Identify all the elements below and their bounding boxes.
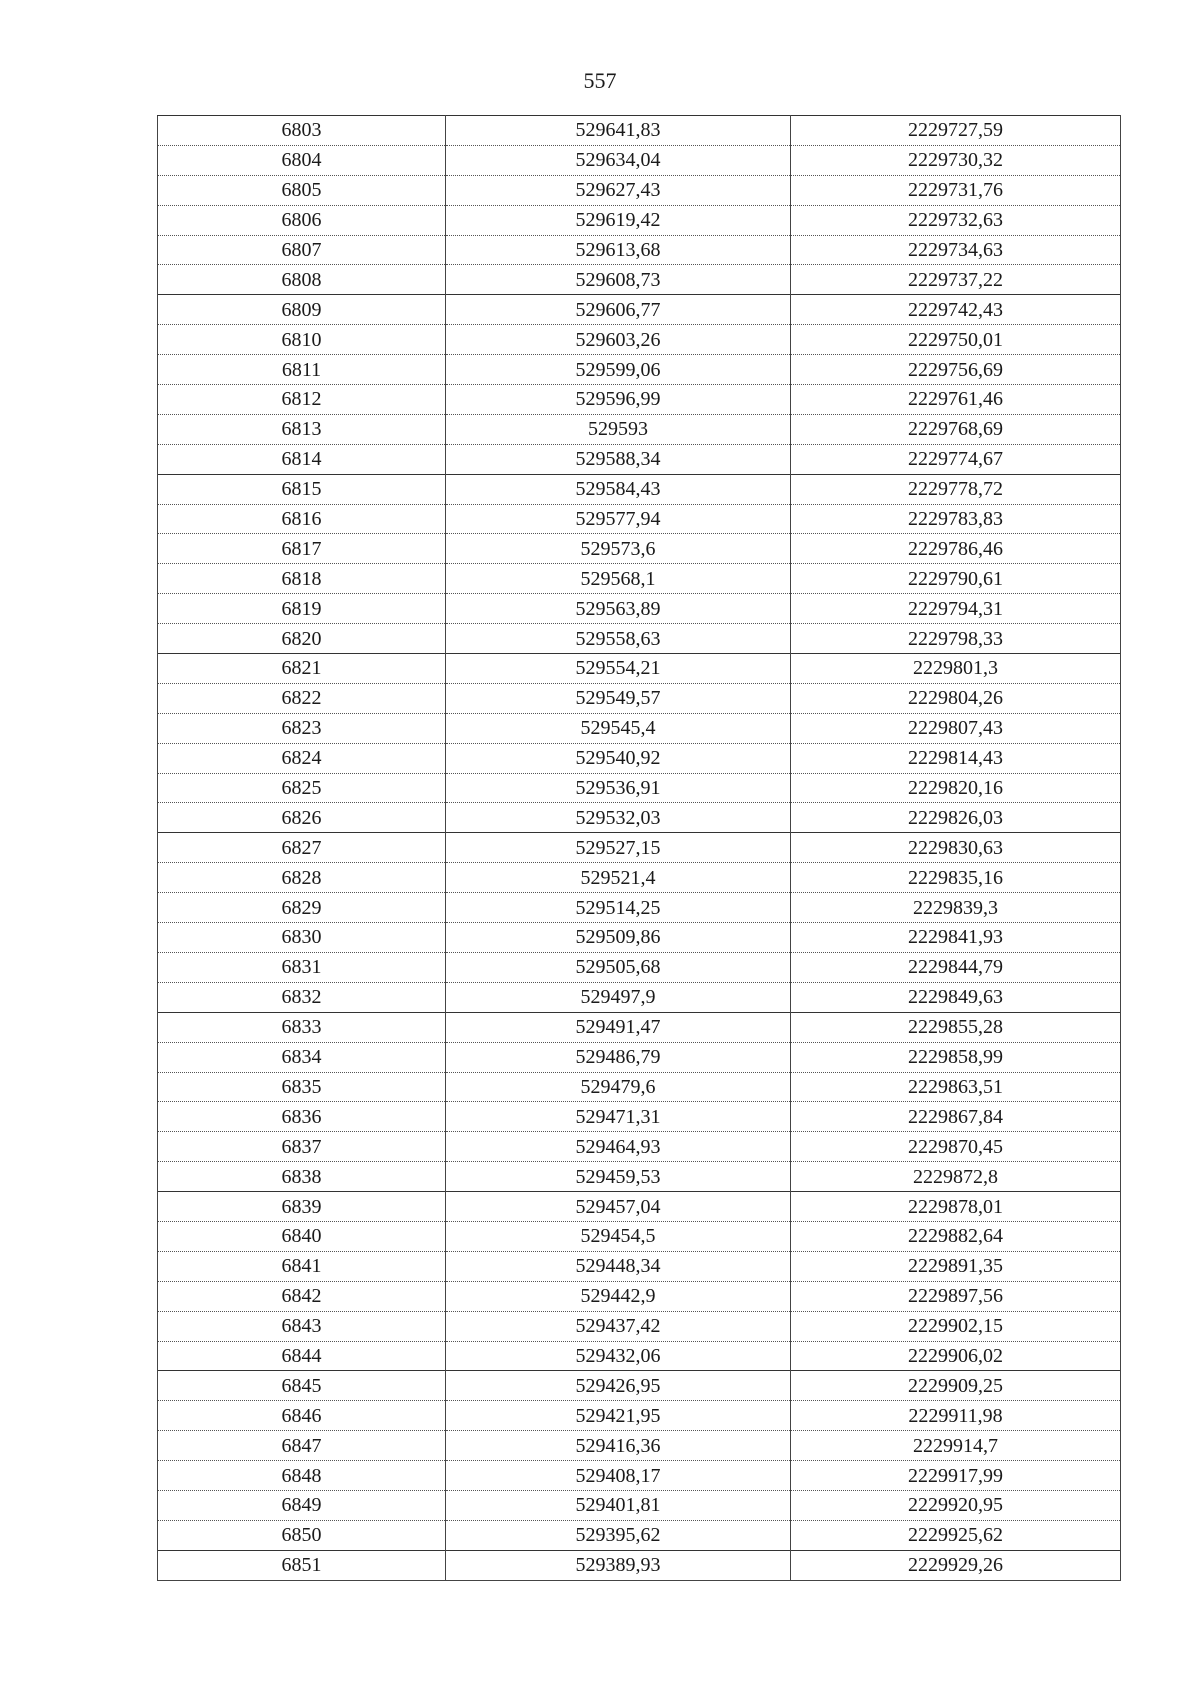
table-row xyxy=(158,474,1121,504)
point-number-cell: 6831 xyxy=(158,952,446,982)
y-coordinate-cell: 2229798,33 xyxy=(791,624,1121,654)
point-number-cell: 6813 xyxy=(158,414,446,444)
table-row xyxy=(158,1431,1121,1461)
table-row xyxy=(158,893,1121,923)
x-coordinate-cell: 529577,94 xyxy=(446,504,791,534)
table-row xyxy=(158,1401,1121,1431)
y-coordinate-cell: 2229774,67 xyxy=(791,444,1121,474)
x-coordinate-cell: 529491,47 xyxy=(446,1012,791,1042)
table-row xyxy=(158,205,1121,235)
table-row xyxy=(158,1162,1121,1192)
table-row xyxy=(158,295,1121,325)
y-coordinate-cell: 2229835,16 xyxy=(791,863,1121,893)
x-coordinate-cell: 529421,95 xyxy=(446,1401,791,1431)
y-coordinate-cell: 2229737,22 xyxy=(791,265,1121,295)
y-coordinate-cell: 2229855,28 xyxy=(791,1012,1121,1042)
x-coordinate-cell: 529389,93 xyxy=(446,1550,791,1580)
table-row xyxy=(158,1490,1121,1520)
table-row xyxy=(158,803,1121,833)
y-coordinate-cell: 2229730,32 xyxy=(791,145,1121,175)
point-number-cell: 6843 xyxy=(158,1311,446,1341)
x-coordinate-cell: 529588,34 xyxy=(446,444,791,474)
x-coordinate-cell: 529603,26 xyxy=(446,325,791,355)
table-row xyxy=(158,385,1121,415)
point-number-cell: 6804 xyxy=(158,145,446,175)
point-number-cell: 6806 xyxy=(158,205,446,235)
point-number-cell: 6809 xyxy=(158,295,446,325)
x-coordinate-cell: 529584,43 xyxy=(446,474,791,504)
y-coordinate-cell: 2229830,63 xyxy=(791,833,1121,863)
x-coordinate-cell: 529540,92 xyxy=(446,743,791,773)
x-coordinate-cell: 529464,93 xyxy=(446,1132,791,1162)
table-row xyxy=(158,1251,1121,1281)
x-coordinate-cell: 529558,63 xyxy=(446,624,791,654)
y-coordinate-cell: 2229902,15 xyxy=(791,1311,1121,1341)
point-number-cell: 6851 xyxy=(158,1550,446,1580)
point-number-cell: 6848 xyxy=(158,1461,446,1491)
y-coordinate-cell: 2229839,3 xyxy=(791,893,1121,923)
y-coordinate-cell: 2229731,76 xyxy=(791,175,1121,205)
point-number-cell: 6819 xyxy=(158,594,446,624)
x-coordinate-cell: 529505,68 xyxy=(446,952,791,982)
x-coordinate-cell: 529554,21 xyxy=(446,654,791,684)
table-row xyxy=(158,1461,1121,1491)
y-coordinate-cell: 2229867,84 xyxy=(791,1102,1121,1132)
table-row xyxy=(158,504,1121,534)
y-coordinate-cell: 2229768,69 xyxy=(791,414,1121,444)
table-row xyxy=(158,1371,1121,1401)
table-row xyxy=(158,654,1121,684)
x-coordinate-cell: 529395,62 xyxy=(446,1520,791,1550)
x-coordinate-cell: 529479,6 xyxy=(446,1072,791,1102)
x-coordinate-cell: 529459,53 xyxy=(446,1162,791,1192)
table-row xyxy=(158,713,1121,743)
point-number-cell: 6833 xyxy=(158,1012,446,1042)
x-coordinate-cell: 529593 xyxy=(446,414,791,444)
y-coordinate-cell: 2229849,63 xyxy=(791,982,1121,1012)
table-row xyxy=(158,145,1121,175)
table-row xyxy=(158,444,1121,474)
y-coordinate-cell: 2229814,43 xyxy=(791,743,1121,773)
point-number-cell: 6811 xyxy=(158,355,446,385)
y-coordinate-cell: 2229858,99 xyxy=(791,1042,1121,1072)
table-row xyxy=(158,1311,1121,1341)
point-number-cell: 6814 xyxy=(158,444,446,474)
point-number-cell: 6832 xyxy=(158,982,446,1012)
y-coordinate-cell: 2229786,46 xyxy=(791,534,1121,564)
y-coordinate-cell: 2229790,61 xyxy=(791,564,1121,594)
x-coordinate-cell: 529573,6 xyxy=(446,534,791,564)
point-number-cell: 6820 xyxy=(158,624,446,654)
x-coordinate-cell: 529509,86 xyxy=(446,923,791,953)
y-coordinate-cell: 2229734,63 xyxy=(791,235,1121,265)
table-row xyxy=(158,1520,1121,1550)
table-row xyxy=(158,952,1121,982)
point-number-cell: 6827 xyxy=(158,833,446,863)
x-coordinate-cell: 529549,57 xyxy=(446,683,791,713)
y-coordinate-cell: 2229891,35 xyxy=(791,1251,1121,1281)
y-coordinate-cell: 2229872,8 xyxy=(791,1162,1121,1192)
point-number-cell: 6830 xyxy=(158,923,446,953)
point-number-cell: 6834 xyxy=(158,1042,446,1072)
table-row xyxy=(158,594,1121,624)
x-coordinate-cell: 529563,89 xyxy=(446,594,791,624)
x-coordinate-cell: 529514,25 xyxy=(446,893,791,923)
y-coordinate-cell: 2229920,95 xyxy=(791,1490,1121,1520)
point-number-cell: 6849 xyxy=(158,1490,446,1520)
y-coordinate-cell: 2229807,43 xyxy=(791,713,1121,743)
x-coordinate-cell: 529627,43 xyxy=(446,175,791,205)
y-coordinate-cell: 2229914,7 xyxy=(791,1431,1121,1461)
y-coordinate-cell: 2229778,72 xyxy=(791,474,1121,504)
point-number-cell: 6835 xyxy=(158,1072,446,1102)
point-number-cell: 6844 xyxy=(158,1341,446,1371)
point-number-cell: 6812 xyxy=(158,385,446,415)
x-coordinate-cell: 529545,4 xyxy=(446,713,791,743)
y-coordinate-cell: 2229742,43 xyxy=(791,295,1121,325)
y-coordinate-cell: 2229863,51 xyxy=(791,1072,1121,1102)
x-coordinate-cell: 529426,95 xyxy=(446,1371,791,1401)
table-row xyxy=(158,1550,1121,1580)
y-coordinate-cell: 2229882,64 xyxy=(791,1221,1121,1251)
coordinates-table xyxy=(157,115,1121,1581)
y-coordinate-cell: 2229929,26 xyxy=(791,1550,1121,1580)
y-coordinate-cell: 2229917,99 xyxy=(791,1461,1121,1491)
point-number-cell: 6840 xyxy=(158,1221,446,1251)
point-number-cell: 6823 xyxy=(158,713,446,743)
y-coordinate-cell: 2229794,31 xyxy=(791,594,1121,624)
point-number-cell: 6836 xyxy=(158,1102,446,1132)
table-row xyxy=(158,325,1121,355)
table-row xyxy=(158,534,1121,564)
table-row xyxy=(158,1281,1121,1311)
table-row xyxy=(158,1012,1121,1042)
y-coordinate-cell: 2229870,45 xyxy=(791,1132,1121,1162)
y-coordinate-cell: 2229909,25 xyxy=(791,1371,1121,1401)
y-coordinate-cell: 2229732,63 xyxy=(791,205,1121,235)
x-coordinate-cell: 529613,68 xyxy=(446,235,791,265)
x-coordinate-cell: 529448,34 xyxy=(446,1251,791,1281)
table-row xyxy=(158,564,1121,594)
y-coordinate-cell: 2229841,93 xyxy=(791,923,1121,953)
x-coordinate-cell: 529432,06 xyxy=(446,1341,791,1371)
point-number-cell: 6808 xyxy=(158,265,446,295)
y-coordinate-cell: 2229897,56 xyxy=(791,1281,1121,1311)
x-coordinate-cell: 529606,77 xyxy=(446,295,791,325)
x-coordinate-cell: 529401,81 xyxy=(446,1490,791,1520)
point-number-cell: 6822 xyxy=(158,683,446,713)
x-coordinate-cell: 529454,5 xyxy=(446,1221,791,1251)
x-coordinate-cell: 529497,9 xyxy=(446,982,791,1012)
x-coordinate-cell: 529521,4 xyxy=(446,863,791,893)
table-row xyxy=(158,1042,1121,1072)
point-number-cell: 6818 xyxy=(158,564,446,594)
x-coordinate-cell: 529599,06 xyxy=(446,355,791,385)
point-number-cell: 6828 xyxy=(158,863,446,893)
point-number-cell: 6837 xyxy=(158,1132,446,1162)
table-row xyxy=(158,265,1121,295)
point-number-cell: 6815 xyxy=(158,474,446,504)
point-number-cell: 6805 xyxy=(158,175,446,205)
point-number-cell: 6846 xyxy=(158,1401,446,1431)
y-coordinate-cell: 2229761,46 xyxy=(791,385,1121,415)
table-row xyxy=(158,773,1121,803)
table-row xyxy=(158,863,1121,893)
page-number: 557 xyxy=(583,68,617,93)
point-number-cell: 6817 xyxy=(158,534,446,564)
x-coordinate-cell: 529608,73 xyxy=(446,265,791,295)
table-row xyxy=(158,1192,1121,1222)
y-coordinate-cell: 2229820,16 xyxy=(791,773,1121,803)
point-number-cell: 6825 xyxy=(158,773,446,803)
table-row xyxy=(158,1132,1121,1162)
point-number-cell: 6826 xyxy=(158,803,446,833)
y-coordinate-cell: 2229783,83 xyxy=(791,504,1121,534)
x-coordinate-cell: 529532,03 xyxy=(446,803,791,833)
x-coordinate-cell: 529486,79 xyxy=(446,1042,791,1072)
point-number-cell: 6845 xyxy=(158,1371,446,1401)
table-row xyxy=(158,982,1121,1012)
y-coordinate-cell: 2229804,26 xyxy=(791,683,1121,713)
point-number-cell: 6829 xyxy=(158,893,446,923)
point-number-cell: 6839 xyxy=(158,1192,446,1222)
y-coordinate-cell: 2229826,03 xyxy=(791,803,1121,833)
y-coordinate-cell: 2229727,59 xyxy=(791,116,1121,146)
point-number-cell: 6841 xyxy=(158,1251,446,1281)
table-row xyxy=(158,1072,1121,1102)
table-row xyxy=(158,923,1121,953)
table-row xyxy=(158,175,1121,205)
x-coordinate-cell: 529596,99 xyxy=(446,385,791,415)
point-number-cell: 6842 xyxy=(158,1281,446,1311)
x-coordinate-cell: 529437,42 xyxy=(446,1311,791,1341)
point-number-cell: 6838 xyxy=(158,1162,446,1192)
x-coordinate-cell: 529536,91 xyxy=(446,773,791,803)
y-coordinate-cell: 2229878,01 xyxy=(791,1192,1121,1222)
x-coordinate-cell: 529457,04 xyxy=(446,1192,791,1222)
x-coordinate-cell: 529527,15 xyxy=(446,833,791,863)
table-row xyxy=(158,355,1121,385)
y-coordinate-cell: 2229911,98 xyxy=(791,1401,1121,1431)
table-row xyxy=(158,833,1121,863)
table-row xyxy=(158,743,1121,773)
x-coordinate-cell: 529442,9 xyxy=(446,1281,791,1311)
table-row xyxy=(158,414,1121,444)
x-coordinate-cell: 529641,83 xyxy=(446,116,791,146)
y-coordinate-cell: 2229844,79 xyxy=(791,952,1121,982)
point-number-cell: 6824 xyxy=(158,743,446,773)
table-row xyxy=(158,116,1121,146)
x-coordinate-cell: 529408,17 xyxy=(446,1461,791,1491)
coordinates-table-body xyxy=(158,116,1121,1581)
x-coordinate-cell: 529619,42 xyxy=(446,205,791,235)
x-coordinate-cell: 529568,1 xyxy=(446,564,791,594)
y-coordinate-cell: 2229801,3 xyxy=(791,654,1121,684)
x-coordinate-cell: 529471,31 xyxy=(446,1102,791,1132)
table-row xyxy=(158,235,1121,265)
point-number-cell: 6803 xyxy=(158,116,446,146)
point-number-cell: 6807 xyxy=(158,235,446,265)
table-row xyxy=(158,683,1121,713)
x-coordinate-cell: 529416,36 xyxy=(446,1431,791,1461)
table-row xyxy=(158,1221,1121,1251)
table-row xyxy=(158,1102,1121,1132)
y-coordinate-cell: 2229925,62 xyxy=(791,1520,1121,1550)
y-coordinate-cell: 2229756,69 xyxy=(791,355,1121,385)
x-coordinate-cell: 529634,04 xyxy=(446,145,791,175)
point-number-cell: 6810 xyxy=(158,325,446,355)
point-number-cell: 6847 xyxy=(158,1431,446,1461)
point-number-cell: 6816 xyxy=(158,504,446,534)
y-coordinate-cell: 2229750,01 xyxy=(791,325,1121,355)
point-number-cell: 6821 xyxy=(158,654,446,684)
table-row xyxy=(158,1341,1121,1371)
y-coordinate-cell: 2229906,02 xyxy=(791,1341,1121,1371)
point-number-cell: 6850 xyxy=(158,1520,446,1550)
table-row xyxy=(158,624,1121,654)
